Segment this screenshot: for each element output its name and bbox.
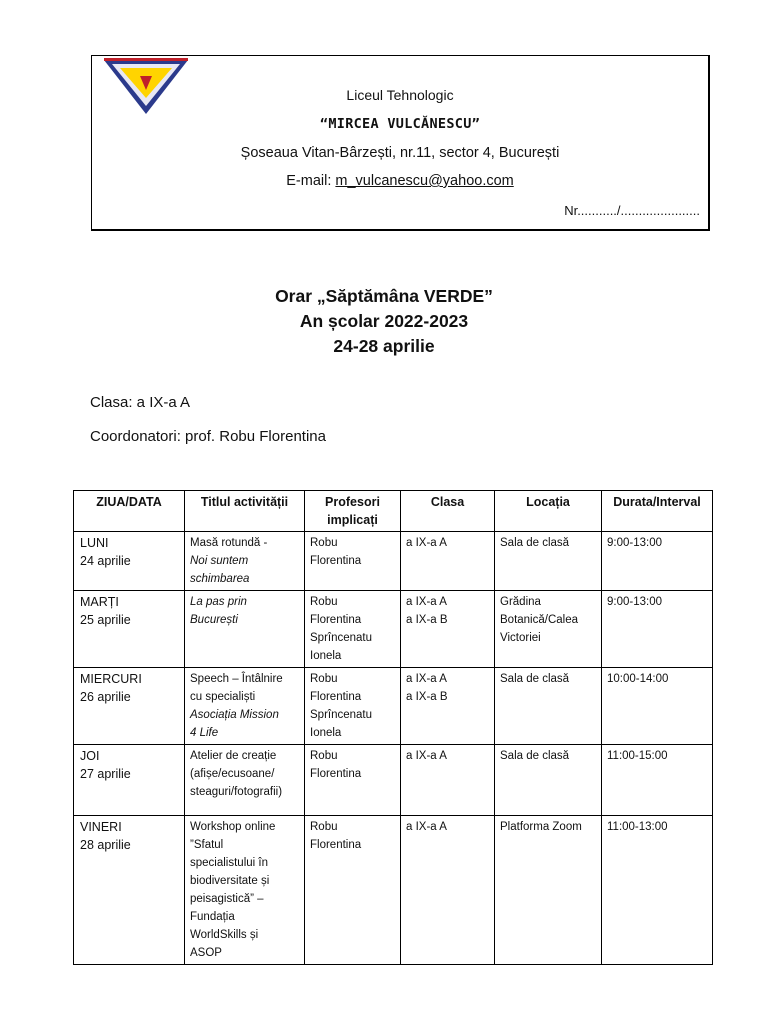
email-link[interactable]: m_vulcanescu@yahoo.com — [335, 173, 514, 189]
cell-line: peisagistică” – — [190, 893, 264, 905]
activity-cell — [185, 816, 305, 965]
location-cell — [495, 532, 602, 591]
cell-line: 9:00-13:00 — [607, 596, 662, 608]
cell-line: 10:00-14:00 — [607, 673, 669, 685]
column-header: ZIUA/DATA — [74, 491, 185, 532]
cell-line: Florentina — [310, 614, 362, 626]
letterhead — [91, 55, 710, 231]
cell-line: JOI — [80, 749, 100, 763]
cell-line: a IX-a A — [406, 750, 447, 762]
cell-line: steaguri/fotografii) — [190, 786, 283, 798]
column-header: Titlul activității — [185, 491, 305, 532]
school-name: “MIRCEA VULCĂNESCU” — [319, 116, 481, 132]
email-label: E-mail: — [286, 173, 336, 189]
class-line: Clasa: a IX-a A — [90, 394, 191, 411]
cell-line: 11:00-15:00 — [607, 750, 668, 762]
cell-line: (afișe/ecusoane/ — [190, 768, 275, 780]
cell-line: Florentina — [310, 768, 362, 780]
cell-line: Victoriei — [500, 632, 541, 644]
schedule-title: Orar „Săptămâna VERDE” — [275, 286, 493, 306]
cell-line: 25 aprilie — [80, 613, 131, 627]
column-header: Profesori implicați — [305, 491, 401, 532]
cell-line: 27 aprilie — [80, 767, 131, 781]
interval-cell — [602, 668, 713, 745]
class-cell — [401, 591, 495, 668]
cell-line: Asociația Mission — [190, 709, 279, 721]
table-row — [74, 532, 713, 591]
cell-line: Noi suntem — [190, 555, 249, 567]
day-cell — [74, 816, 185, 965]
cell-line: Robu — [310, 596, 338, 608]
cell-line: Atelier de creație — [190, 750, 277, 762]
interval-cell — [602, 745, 713, 816]
cell-line: Platforma Zoom — [500, 821, 582, 833]
interval-cell — [602, 816, 713, 965]
location-cell — [495, 668, 602, 745]
date-range: 24-28 aprilie — [333, 336, 435, 356]
class-cell — [401, 745, 495, 816]
coordinator-line: Coordonatori: prof. Robu Florentina — [90, 428, 326, 445]
cell-line: LUNI — [80, 536, 109, 550]
table-row — [74, 591, 713, 668]
cell-line: a IX-a B — [406, 614, 448, 626]
cell-line: specialistului în — [190, 857, 268, 869]
cell-line: Florentina — [310, 555, 362, 567]
column-header: Locația — [495, 491, 602, 532]
cell-line: Sprîncenatu — [310, 632, 373, 644]
cell-line: MIERCURI — [80, 672, 142, 686]
registration-number: Nr.........../...................... — [564, 203, 700, 218]
table-header-row — [74, 491, 713, 532]
cell-line: 4 Life — [190, 727, 219, 739]
teachers-cell — [305, 745, 401, 816]
cell-line: a IX-a A — [406, 537, 447, 549]
cell-line: 9:00-13:00 — [607, 537, 662, 549]
cell-line: Sprîncenatu — [310, 709, 373, 721]
interval-cell — [602, 532, 713, 591]
teachers-cell — [305, 591, 401, 668]
cell-line: biodiversitate și — [190, 875, 270, 887]
cell-line: Workshop online — [190, 821, 276, 833]
cell-line: ”Sfatul — [190, 839, 224, 851]
cell-line: schimbarea — [190, 573, 250, 585]
interval-cell — [602, 591, 713, 668]
column-header: Durata/Interval — [602, 491, 713, 532]
day-cell — [74, 668, 185, 745]
cell-line: Robu — [310, 673, 338, 685]
cell-line: Robu — [310, 537, 338, 549]
location-cell — [495, 591, 602, 668]
cell-line: a IX-a A — [406, 673, 447, 685]
class-cell — [401, 532, 495, 591]
cell-line: Botanică/Calea — [500, 614, 578, 626]
cell-line: Sala de clasă — [500, 673, 570, 685]
cell-line: Grădina — [500, 596, 541, 608]
cell-line: Speech – Întâlnire — [190, 673, 283, 685]
teachers-cell — [305, 532, 401, 591]
activity-cell — [185, 668, 305, 745]
column-header: Clasa — [401, 491, 495, 532]
class-cell — [401, 816, 495, 965]
cell-line: Ionela — [310, 650, 342, 662]
cell-line: Sala de clasă — [500, 537, 570, 549]
cell-line: a IX-a A — [406, 596, 447, 608]
activity-cell — [185, 532, 305, 591]
cell-line: Masă rotundă - — [190, 537, 268, 549]
location-cell — [495, 745, 602, 816]
cell-line: VINERI — [80, 820, 122, 834]
cell-line: 11:00-13:00 — [607, 821, 668, 833]
cell-line: La pas prin — [190, 596, 247, 608]
school-address: Șoseaua Vitan-Bârzești, nr.11, sector 4, București — [240, 145, 560, 161]
cell-line: Robu — [310, 750, 338, 762]
cell-line: Florentina — [310, 839, 362, 851]
school-year: An școlar 2022-2023 — [299, 311, 469, 331]
cell-line: Ionela — [310, 727, 342, 739]
cell-line: 26 aprilie — [80, 690, 131, 704]
cell-line: Florentina — [310, 691, 362, 703]
cell-line: Sala de clasă — [500, 750, 570, 762]
cell-line: a IX-a B — [406, 691, 448, 703]
location-cell — [495, 816, 602, 965]
cell-line: WorldSkills și — [190, 929, 259, 941]
schedule-table — [73, 490, 713, 965]
cell-line: 28 aprilie — [80, 838, 131, 852]
day-cell — [74, 532, 185, 591]
cell-line: a IX-a A — [406, 821, 447, 833]
day-cell — [74, 745, 185, 816]
teachers-cell — [305, 816, 401, 965]
cell-line: MARȚI — [80, 595, 119, 609]
day-cell — [74, 591, 185, 668]
activity-cell — [185, 745, 305, 816]
cell-line: cu specialiști — [190, 691, 256, 703]
activity-cell — [185, 591, 305, 668]
class-cell — [401, 668, 495, 745]
cell-line: București — [190, 614, 238, 626]
school-email — [92, 173, 708, 189]
school-type: Liceul Tehnologic — [346, 87, 454, 103]
table-row — [74, 668, 713, 745]
table-row — [74, 745, 713, 816]
cell-line: 24 aprilie — [80, 554, 131, 568]
teachers-cell — [305, 668, 401, 745]
cell-line: ASOP — [190, 947, 222, 959]
table-row — [74, 816, 713, 965]
cell-line: Fundația — [190, 911, 235, 923]
cell-line: Robu — [310, 821, 338, 833]
